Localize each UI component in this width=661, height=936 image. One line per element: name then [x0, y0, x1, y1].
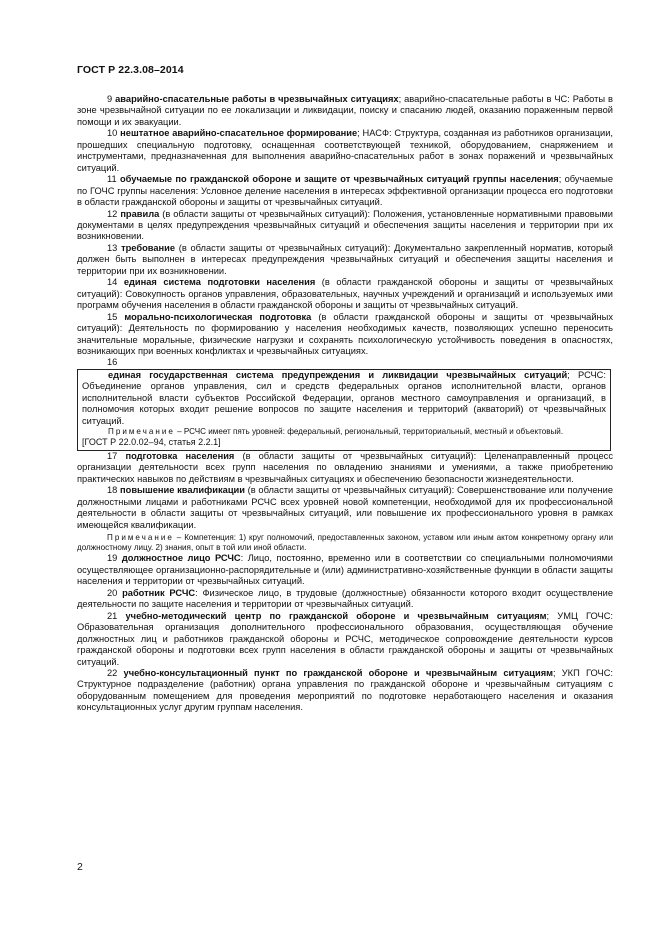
term-13: 13 требование (в области защиты от чрезвычайных ситуаций): Документально закрепленный норматив, который должен быть выполнен в интересах предупреждения чрезвычайных ситуаций и обеспечения защиты населения и территории при их возникновении.	[77, 242, 613, 276]
term-title: должностное лицо РСЧС	[121, 553, 241, 564]
term-definition: ; обучаемые по ГОЧС группы населения: Условное деление населения в интересах эффективной организации процесса его подготовки в области гражданской обороны и защиты от чрезвычайных ситуаций.	[77, 174, 613, 208]
term-18: 18 повышение квалификации (в области защиты от чрезвычайных ситуаций): Совершенствование или получение должностными лицами и работниками РСЧС всех уровней новой компетенции, необходимой для их профессиональной деятельности в области защиты от чрезвычайных ситуаций, или повышение их профессионального уровня в рамках имеющейся квалификации.	[77, 485, 613, 530]
term-definition: : Лицо, постоянно, временно или в соответствии со специальными полномочиями осуществляющее организационно-распорядительные и (или) административно-хозяйственные функции в области защиты населения и территории от чрезвычайных ситуаций.	[77, 553, 613, 587]
term-10: 10 нештатное аварийно-спасательное формирование; НАСФ: Структура, созданная из работников организации, прошедших специальную подготовку, оснащенная соответствующей техникой, оборудованием, снаряжением и инструментами, предназначенная для выполнения аварийно-спасательных работ в зонах поражений и чрезвычайных ситуаций.	[77, 128, 613, 173]
term-definition: (в области защиты от чрезвычайных ситуаций): Положения, установленные нормативными правовыми документами в целях предупреждения чрезвычайных ситуаций и обеспечения защиты населения и территории при их возникновении.	[77, 208, 613, 242]
term-definition: (в области гражданской обороны и защиты от чрезвычайных ситуаций): Совокупность органов управления, образовательных, научных учреждений и организаций и используемых ими программ обучения населения в области гражданской обороны и защиты от чрезвычайных ситуаций.	[77, 277, 613, 311]
term-title: повышение квалификации	[120, 485, 245, 496]
term-16	[82, 370, 606, 427]
term-title: морально-психологическая подготовка	[124, 311, 312, 322]
term-11: 11 обучаемые по гражданской обороне и защите от чрезвычайных ситуаций группы населения; обучаемые по ГОЧС группы населения: Условное деление населения в интересах эффективной организации процесса его подготовки в области гражданской обороны и защиты от чрезвычайных ситуаций.	[77, 174, 613, 208]
term-title: учебно-методический центр по гражданской обороне и чрезвычайным ситуациям	[125, 610, 547, 621]
term-20: 20 работник РСЧС: Физическое лицо, в трудовые (должностные) обязанности которого входит осуществление деятельности по защите населения и территории от чрезвычайных ситуаций.	[77, 587, 613, 610]
term-12: 12 правила (в области защиты от чрезвычайных ситуаций): Положения, установленные нормативными правовыми документами в целях предупреждения чрезвычайных ситуаций и обеспечения защиты населения и территории при их возникновении.	[77, 208, 613, 242]
term-definition: ; УКП ГОЧС: Структурное подразделение (работник) органа управления по гражданской обороне и чрезвычайным ситуациям с оборудованным помещением для проведения мероприятий по подготовке неработающего населения и оказания консультационных услуг другим группам населения.	[77, 667, 613, 713]
document-body	[77, 94, 613, 714]
term-18-note: Примечание – Компетенция: 1) круг полномочий, предоставленных законом, уставом или иным актом конкретному органу или должностному лицу. 2) знания, опыт в той или иной области.	[77, 533, 613, 553]
term-16-note: Примечание – РСЧС имеет пять уровней: федеральный, региональный, территориальный, местный и объектовый.	[108, 427, 564, 437]
term-17: 17 подготовка населения (в области защиты от чрезвычайных ситуаций): Целенаправленный процесс организации деятельности всех групп населения по овладению знаниями и умениями, а также приобретению практических навыков по действиям в чрезвычайных ситуациях и обеспечению безопасности жизнедеятельности.	[77, 450, 613, 484]
term-title: нештатное аварийно-спасательное формирование	[120, 128, 358, 139]
term-definition: ; РСЧС: Объединение органов управления, сил и средств федеральных органов исполнительной власти, органов исполнительной власти субъектов Российской Федерации, органов местного самоуправления и организаций, в полномочия которых входит решение вопросов по защите населения и территорий (акваторий) от чрезвычайных ситуаций.	[82, 369, 606, 426]
document-header: ГОСТ Р 22.3.08–2014	[77, 64, 184, 76]
term-title: аварийно-спасательные работы в чрезвычайных ситуациях	[115, 94, 399, 104]
term-19: 19 должностное лицо РСЧС: Лицо, постоянно, временно или в соответствии со специальными полномочиями осуществляющее организационно-распорядительные и (или) административно-хозяйственные функции в области защиты населения и территории от чрезвычайных ситуаций.	[77, 553, 613, 587]
term-9: 9 аварийно-спасательные работы в чрезвычайных ситуациях; аварийно-спасательные работы в ЧС: Работы в зоне чрезвычайной ситуации по ее локализации и ликвидации, поиску и спасанию людей, оказанию пораженным первой помощи и их эвакуации.	[77, 94, 613, 127]
term-definition: (в области защиты от чрезвычайных ситуаций): Целенаправленный процесс организации деятельности всех групп населения по овладению знаниями и умениями, а также приобретению практических навыков по действиям в чрезвычайных ситуациях и обеспечению безопасности жизнедеятельности.	[77, 450, 613, 484]
term-definition: (в области гражданской обороны и защиты от чрезвычайных ситуаций): Деятельность по формированию у населения необходимых качеств, позволяющих успешно переносить значительные моральные, физические нагрузки и сохранять психологическую устойчивость поведения в опасностях, возникающих при военных конфликтах и чрезвычайных ситуациях.	[77, 311, 613, 356]
term-title: работник РСЧС	[122, 587, 196, 598]
term-definition: ; аварийно-спасательные работы в ЧС: Работы в зоне чрезвычайной ситуации по ее локализации и ликвидации, поиску и спасанию людей, оказанию пораженным первой помощи и их эвакуации.	[77, 94, 613, 127]
term-title: учебно-консультационный пункт по гражданской обороне и чрезвычайным ситуациям	[123, 667, 553, 678]
term-definition: (в области защиты от чрезвычайных ситуаций): Документально закрепленный норматив, который должен быть выполнен в интересах предупреждения чрезвычайных ситуаций и обеспечения защиты населения и территории при их возникновении.	[77, 242, 613, 276]
term-definition: : Структура, созданная из работников организации, прошедших специальную подготовку, оснащенная соответствующей техникой, оборудованием, снаряжением и инструментами, предназначенная для выполнения аварийно-спасательных работ в зонах поражений и чрезвычайных ситуаций.	[77, 128, 613, 173]
term-15: 15 морально-психологическая подготовка (в области гражданской обороны и защиты от чрезвычайных ситуаций): Деятельность по формированию у населения необходимых качеств, позволяющих успешно переносить значительные моральные, физические нагрузки и сохранять психологическую устойчивость поведения в опасностях, возникающих при военных конфликтах и чрезвычайных ситуациях.	[77, 311, 613, 356]
term-title: требование	[121, 242, 176, 253]
page-number: 2	[77, 861, 83, 873]
term-definition: : Физическое лицо, в трудовые (должностные) обязанности которого входит осуществление деятельности по защите населения и территории от чрезвычайных ситуаций.	[77, 587, 613, 610]
term-definition: (в области защиты от чрезвычайных ситуаций): Совершенствование или получение должностными лицами и работниками РСЧС всех уровней новой компетенции, необходимой для их профессиональной деятельности в области защиты от чрезвычайных ситуаций, или повышение их профессионального уровня в рамках имеющейся квалификации.	[77, 485, 613, 530]
term-title: правила	[120, 208, 160, 219]
term-definition: ; УМЦ ГОЧС: Образовательная организация дополнительного профессионального образования, осуществляющая обучение должностных лиц и работников гражданской обороны и РСЧС, методическое сопровождение деятельности курсов гражданской обороны и подготовки всех групп населения в области гражданской обороны и защиты от чрезвычайных ситуаций.	[77, 610, 614, 667]
term-16-number: 16	[107, 357, 118, 368]
term-title: единая система подготовки населения	[123, 277, 316, 288]
term-title: единая государственная система предупреждения и ликвидации чрезвычайных ситуаций	[108, 369, 568, 380]
term-21: 21 учебно-методический центр по гражданской обороне и чрезвычайным ситуациям; УМЦ ГОЧС: Образовательная организация дополнительного профессионального образования, осуществляющая обучение должностных лиц и работников гражданской обороны и РСЧС, методическое сопровождение деятельности курсов гражданской обороны и подготовки всех групп населения в области гражданской обороны и защиты от чрезвычайных ситуаций.	[77, 610, 614, 667]
term-title: обучаемые по гражданской обороне и защите от чрезвычайных ситуаций группы населения	[119, 174, 559, 185]
term-16-box	[77, 369, 611, 451]
term-14: 14 единая система подготовки населения (в области гражданской обороны и защиты от чрезвычайных ситуаций): Совокупность органов управления, образовательных, научных учреждений и организаций и используемых ими программ обучения населения в области гражданской обороны и защиты от чрезвычайных ситуаций.	[77, 277, 613, 311]
term-title: подготовка населения	[125, 450, 235, 461]
term-22: 22 учебно-консультационный пункт по гражданской обороне и чрезвычайным ситуациям; УКП ГОЧС: Структурное подразделение (работник) органа управления по гражданской обороне и чрезвычайным ситуациям с оборудованным помещением для проведения мероприятий по подготовке неработающего населения и оказания консультационных услуг другим группам населения.	[77, 667, 613, 713]
term-16-reference: [ГОСТ Р 22.0.02–94, статья 2.2.1]	[82, 437, 221, 448]
